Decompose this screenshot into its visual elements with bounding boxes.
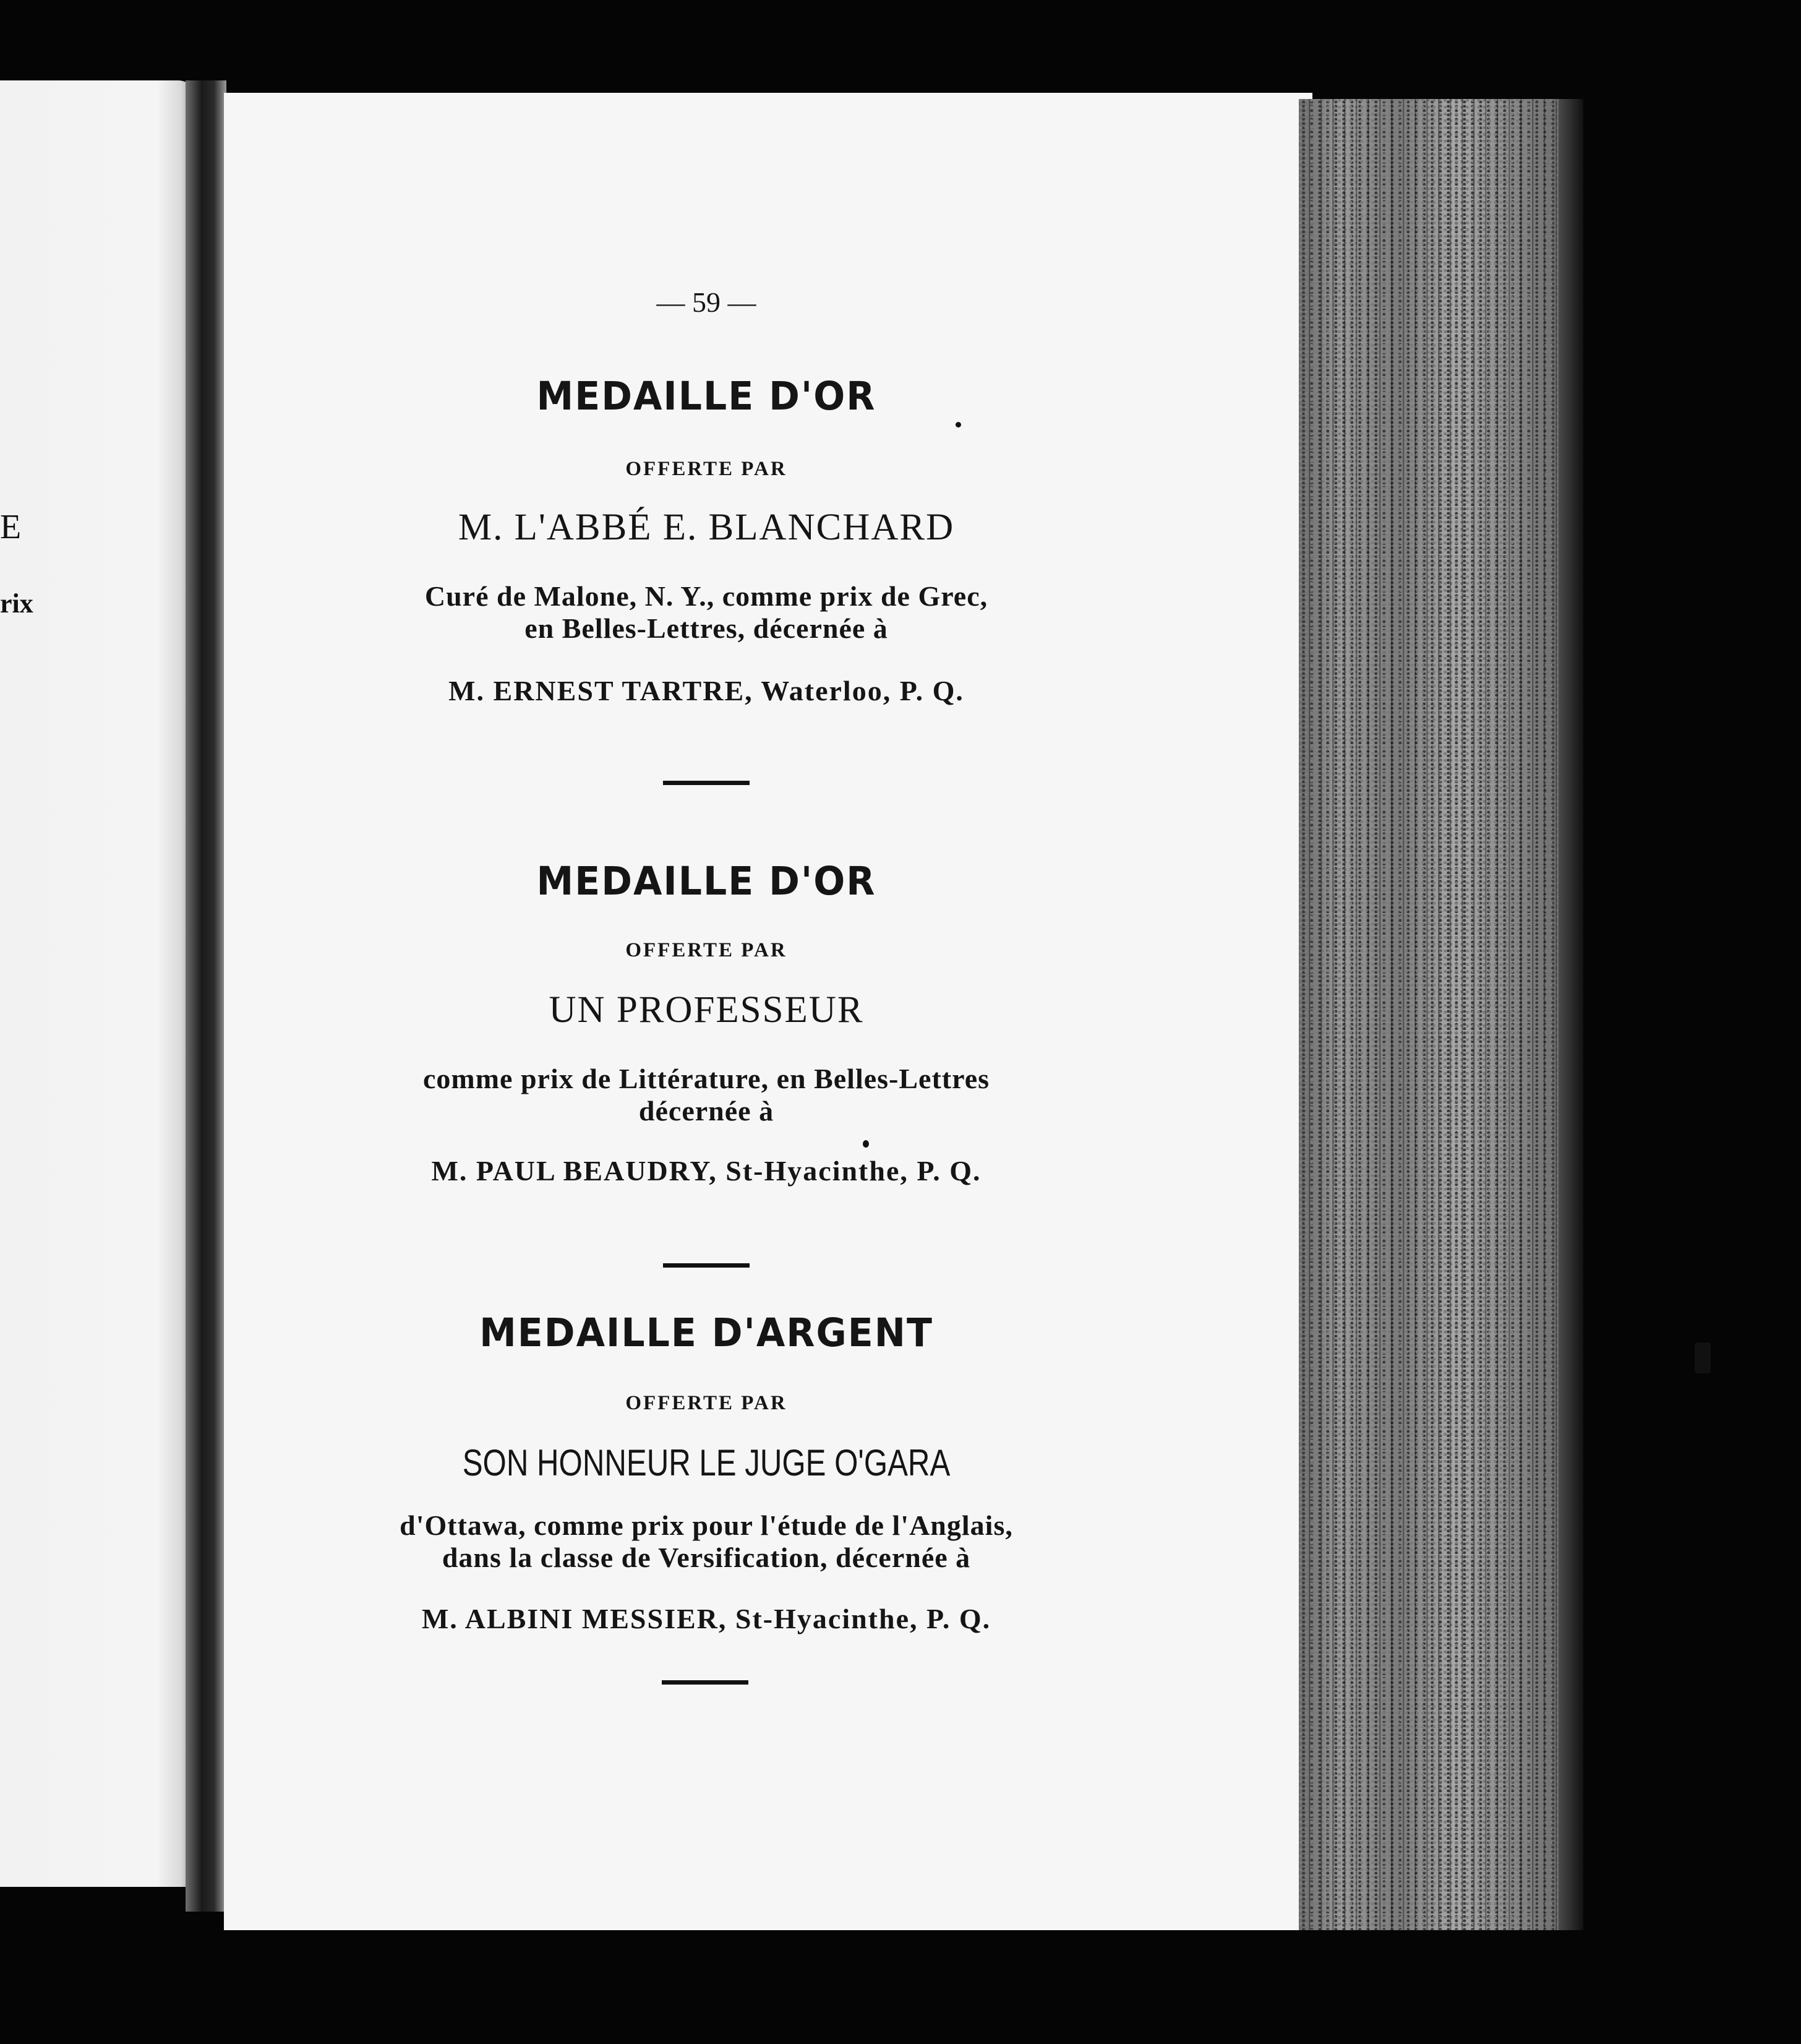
offered-by-label: OFFERTE PAR [625,1392,787,1414]
donor-name: SON HONNEUR LE JUGE O'GARA [462,1442,951,1484]
book-gutter [186,80,226,1912]
winner-name: M. PAUL BEAUDRY, St-Hyacinthe, P. Q. [431,1155,982,1187]
page-number: — 59 — [656,286,756,318]
left-page-fragment: rix [0,588,33,619]
prize-description: décernée à [638,1095,774,1127]
page-stack-shadow [1559,99,1583,1930]
section-divider [663,781,750,785]
prize-description: Curé de Malone, N. Y., comme prix de Grec, [424,580,988,612]
prize-description: d'Ottawa, comme prix pour l'étude de l'Anglais, [400,1509,1013,1541]
medal-title: MEDAILLE D'OR [536,859,876,904]
winner-name: M. ALBINI MESSIER, St-Hyacinthe, P. Q. [421,1603,991,1634]
winner-name: M. ERNEST TARTRE, Waterloo, P. Q. [448,675,964,706]
medal-title: MEDAILLE D'OR [536,374,876,419]
medal-title: MEDAILLE D'ARGENT [479,1310,933,1356]
prize-description: comme prix de Littérature, en Belles-Lettres [422,1063,990,1094]
section-divider [662,1680,748,1685]
donor-name: M. L'ABBÉ E. BLANCHARD [458,507,955,548]
page-content [224,0,1189,2044]
offered-by-label: OFFERTE PAR [625,458,787,480]
ink-speck [1695,1342,1711,1373]
page-stack-edges [1299,99,1583,1930]
left-page-fragment: E [0,508,22,546]
offered-by-label: OFFERTE PAR [625,939,787,961]
prize-description: en Belles-Lettres, décernée à [524,612,888,644]
left-page-edge [0,80,197,1887]
section-divider [663,1263,750,1268]
prize-description: dans la classe de Versification, décernée à [442,1542,971,1573]
donor-name: UN PROFESSEUR [549,989,864,1031]
